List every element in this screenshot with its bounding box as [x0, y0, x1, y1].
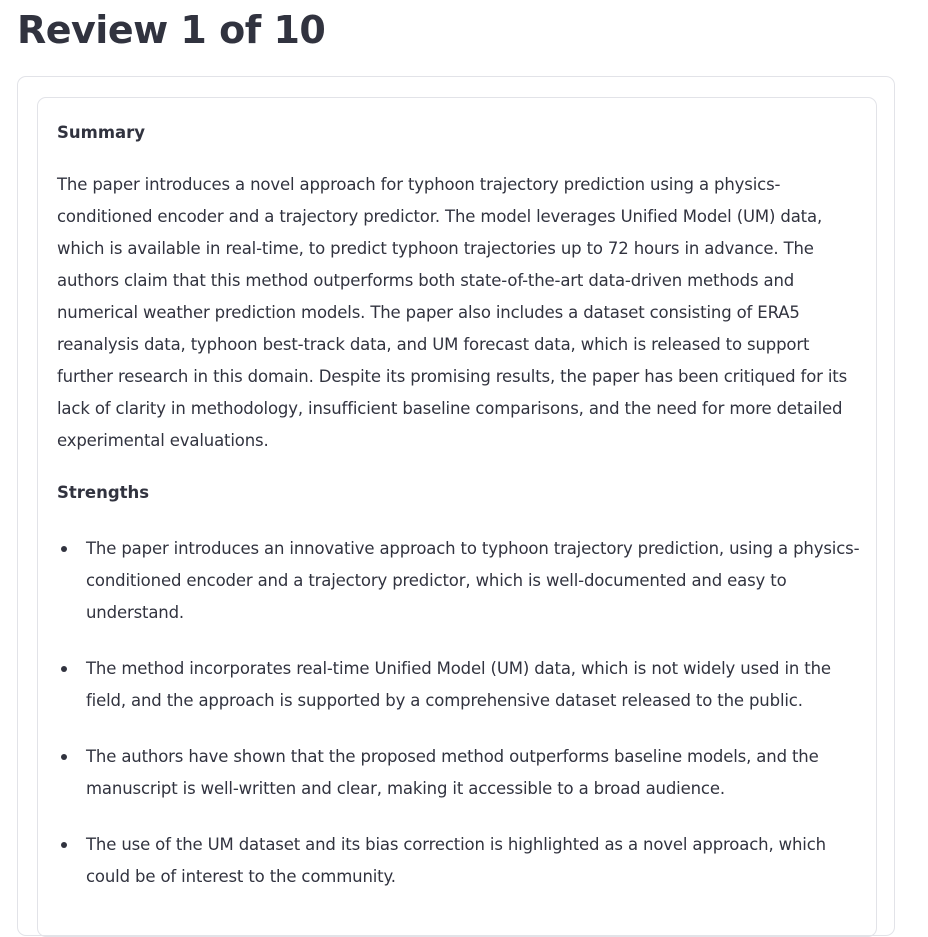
strengths-list: [57, 533, 862, 893]
bullet-icon: [61, 754, 67, 760]
strength-item: [57, 741, 862, 805]
bullet-icon: [61, 666, 67, 672]
strength-text: The paper introduces an innovative approach to typhoon trajectory prediction, using a physics-conditioned encoder and a trajectory predictor, which is well-documented and easy to understand.: [86, 539, 860, 622]
bullet-icon: [61, 546, 67, 552]
page-title: Review 1 of 10: [17, 8, 326, 52]
review-card: [37, 97, 877, 937]
strength-text: The use of the UM dataset and its bias correction is highlighted as a novel approach, which could be of interest to the community.: [86, 835, 826, 886]
strength-item: [57, 653, 862, 717]
bullet-icon: [61, 842, 67, 848]
strengths-heading: Strengths: [57, 483, 150, 502]
review-container: [17, 76, 895, 936]
summary-text: The paper introduces a novel approach for typhoon trajectory prediction using a physics-conditioned encoder and a trajectory predictor. The model leverages Unified Model (UM) data, which is available in real-time, to predict typhoon trajectories up to 72 hours in advance. The authors claim that this method outperforms both state-of-the-art data-driven methods and numerical weather prediction models. The paper also includes a dataset consisting of ERA5 reanalysis data, typhoon best-track data, and UM forecast data, which is released to support further research in this domain. Despite its promising results, the paper has been critiqued for its lack of clarity in methodology, insufficient baseline comparisons, and the need for more detailed experimental evaluations.: [57, 175, 848, 450]
strength-item: [57, 533, 862, 629]
strength-text: The method incorporates real-time Unified Model (UM) data, which is not widely used in the field, and the approach is supported by a comprehensive dataset released to the public.: [86, 659, 831, 710]
review-content: [57, 117, 862, 917]
summary-heading: Summary: [57, 123, 146, 142]
strength-text: The authors have shown that the proposed method outperforms baseline models, and the manuscript is well-written and clear, making it accessible to a broad audience.: [86, 747, 819, 798]
strength-item: [57, 829, 862, 893]
